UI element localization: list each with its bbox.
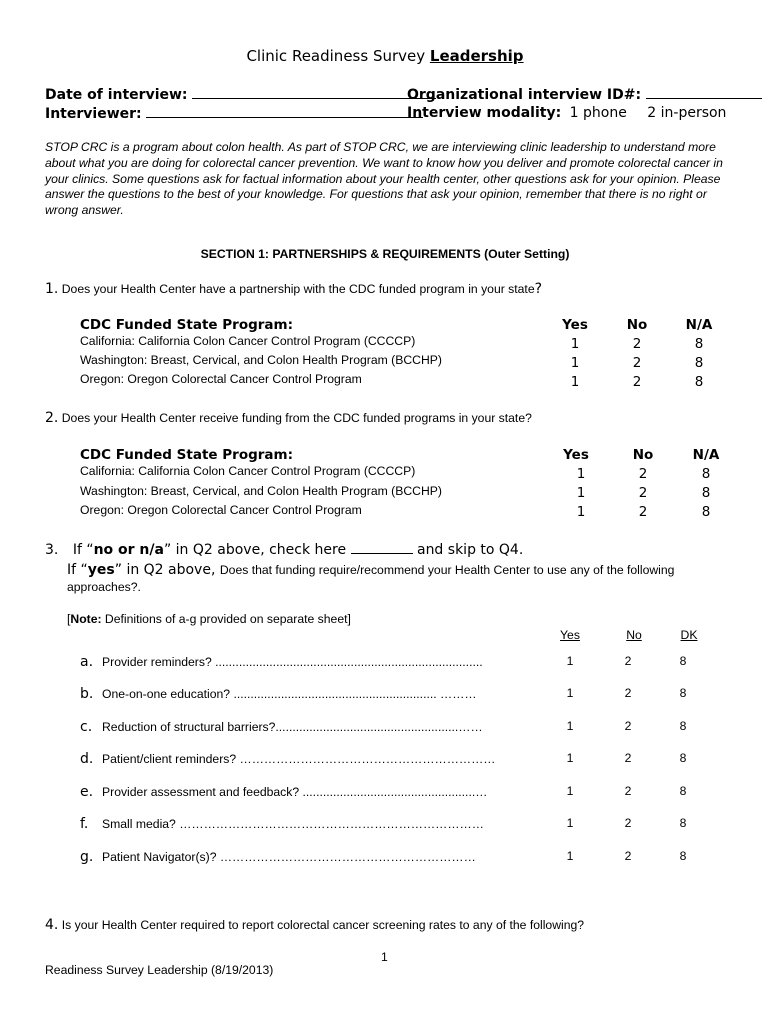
q3-item-e-label: Provider assessment and feedback? ...................................................…	[102, 785, 488, 799]
date-label: Date of interview:	[45, 87, 188, 103]
page-number: 1	[381, 950, 388, 964]
q3-item-g-no[interactable]: 2	[624, 849, 632, 863]
org-id-field[interactable]	[407, 86, 762, 103]
q3-if2-a: If “	[67, 562, 88, 578]
q3-item-d-no[interactable]: 2	[624, 751, 632, 765]
q2-text: Does your Health Center receive funding from the CDC funded programs in your state?	[58, 411, 532, 425]
q3-item-a-no[interactable]: 2	[624, 654, 632, 668]
q3-item-g-dk[interactable]: 8	[679, 849, 687, 863]
modality-in-person[interactable]: 2 in-person	[647, 105, 727, 121]
q3-note-bold: Note:	[70, 612, 102, 626]
q3-skip: and skip to Q4.	[416, 542, 524, 558]
q3-note-rest: Definitions of a-g provided on separate sheet]	[101, 612, 351, 626]
q3-if-a: If “	[72, 542, 94, 558]
q2-number: 2.	[45, 410, 59, 426]
modality-label: Interview modality:	[407, 105, 562, 121]
q1-oregon-no[interactable]: 2	[632, 374, 642, 390]
question-3-line-1	[45, 541, 523, 558]
q3-item-e-letter: e.	[80, 784, 94, 800]
q3-item-d-dk[interactable]: 8	[679, 751, 687, 765]
q3-item-f-dk[interactable]: 8	[679, 816, 687, 830]
q3-if2-c: ” in Q2 above,	[114, 562, 220, 578]
q3-item-g-letter: g.	[80, 849, 94, 865]
q1-col-na: N/A	[685, 317, 713, 333]
q3-note	[67, 612, 351, 626]
intro-paragraph: STOP CRC is a program about colon health. As part of STOP CRC, we are interviewing clinic leadership to understand more about what you are doing for colorectal cancer prevention. We want to know how you deliver and promote colorectal cancer in your clinics. Some questions ask for factual information about your health center, other questions ask for your opinion. Please answer the questions to the best of your knowledge. For questions that ask your opinion, remember that there is no right or wrong answer.	[45, 140, 723, 218]
question-2	[45, 410, 532, 426]
q3-item-a-label: Provider reminders? ...............................................................................	[102, 655, 483, 669]
q2-oregon-yes[interactable]: 1	[576, 504, 586, 520]
q3-item-a-yes[interactable]: 1	[566, 654, 574, 668]
q3-col-yes: Yes	[560, 628, 580, 642]
q3-item-b	[80, 685, 477, 703]
q3-item-c-letter: c.	[80, 719, 93, 735]
q3-item-g-yes[interactable]: 1	[566, 849, 574, 863]
q3-item-g	[80, 848, 476, 866]
interviewer-field[interactable]	[45, 105, 423, 122]
footer-text: Readiness Survey Leadership (8/19/2013)	[45, 963, 274, 977]
q1-text: Does your Health Center have a partnership with the CDC funded program in your state	[58, 282, 535, 296]
q2-table-title: CDC Funded State Program:	[80, 447, 293, 463]
interviewer-line[interactable]	[146, 105, 423, 118]
q1-qmark: ?	[534, 281, 543, 297]
q3-item-c-dk[interactable]: 8	[679, 719, 687, 733]
q2-row-oregon: Oregon: Oregon Colorectal Cancer Control Program	[80, 503, 362, 517]
question-4	[45, 917, 584, 933]
q1-california-na[interactable]: 8	[694, 336, 704, 352]
q2-washington-yes[interactable]: 1	[576, 485, 586, 501]
q3-item-f	[80, 815, 484, 833]
q3-yes: yes	[87, 562, 115, 578]
q2-california-yes[interactable]: 1	[576, 466, 586, 482]
q3-no-na: no or n/a	[93, 542, 164, 558]
q1-washington-yes[interactable]: 1	[570, 355, 580, 371]
modality-field	[407, 105, 726, 121]
q3-item-e-dk[interactable]: 8	[679, 784, 687, 798]
q1-california-yes[interactable]: 1	[570, 336, 580, 352]
q4-text: Is your Health Center required to report colorectal cancer screening rates to any of the following?	[58, 918, 585, 932]
q3-item-e	[80, 783, 487, 801]
q1-row-california: California: California Colon Cancer Control Program (CCCCP)	[80, 334, 416, 348]
q3-item-d-letter: d.	[80, 751, 94, 767]
q3-approaches: approaches?.	[67, 580, 141, 594]
q3-item-a-letter: a.	[80, 654, 94, 670]
title-prefix: Clinic Readiness Survey	[246, 47, 430, 65]
q3-item-c-label: Reduction of structural barriers?......................................................……	[102, 720, 483, 734]
q3-item-b-dk[interactable]: 8	[679, 686, 687, 700]
title-emphasis: Leadership	[429, 47, 524, 65]
q1-col-no: No	[626, 317, 648, 333]
q3-checkbox-line[interactable]	[351, 541, 413, 554]
q3-if-c: ” in Q2 above, check here	[163, 542, 347, 558]
q1-washington-no[interactable]: 2	[632, 355, 642, 371]
q3-if2-d: Does that funding require/recommend your Health Center to use any of the following	[219, 563, 675, 577]
q3-item-c	[80, 718, 483, 736]
section-1-heading: SECTION 1: PARTNERSHIPS & REQUIREMENTS (Outer Setting)	[200, 247, 570, 261]
q1-california-no[interactable]: 2	[632, 336, 642, 352]
q3-item-f-no[interactable]: 2	[624, 816, 632, 830]
q3-item-d-yes[interactable]: 1	[566, 751, 574, 765]
q3-item-e-yes[interactable]: 1	[566, 784, 574, 798]
q1-washington-na[interactable]: 8	[694, 355, 704, 371]
q2-col-yes: Yes	[563, 447, 589, 463]
q3-item-g-label: Patient Navigator(s)? ………………………………………………………	[102, 850, 476, 864]
q3-item-e-no[interactable]: 2	[624, 784, 632, 798]
question-1	[45, 281, 542, 297]
q2-california-na[interactable]: 8	[701, 466, 711, 482]
q2-oregon-no[interactable]: 2	[638, 504, 648, 520]
modality-phone[interactable]: 1 phone	[569, 105, 627, 121]
q1-table-title: CDC Funded State Program:	[80, 317, 293, 333]
q1-col-yes: Yes	[562, 317, 588, 333]
interviewer-label: Interviewer:	[45, 106, 142, 122]
q3-item-b-label: One-on-one education? ............................................................ ………	[102, 687, 477, 701]
q3-item-d	[80, 750, 495, 768]
org-id-line[interactable]	[646, 86, 762, 99]
q2-row-washington: Washington: Breast, Cervical, and Colon Health Program (BCCHP)	[80, 484, 442, 498]
q3-note-open: [	[67, 612, 71, 626]
q3-col-dk: DK	[680, 628, 698, 642]
q1-row-oregon: Oregon: Oregon Colorectal Cancer Control Program	[80, 372, 362, 386]
q3-item-d-label: Patient/client reminders? ………………………………………………………	[102, 752, 496, 766]
question-3-line-2	[67, 561, 674, 579]
date-field[interactable]	[45, 86, 436, 103]
page-title	[0, 47, 770, 65]
q3-item-b-yes[interactable]: 1	[566, 686, 574, 700]
q3-item-f-yes[interactable]: 1	[566, 816, 574, 830]
q3-item-c-no[interactable]: 2	[624, 719, 632, 733]
q3-number: 3.	[45, 542, 59, 558]
q2-col-no: No	[632, 447, 654, 463]
q3-item-f-letter: f.	[80, 816, 89, 832]
q2-california-no[interactable]: 2	[638, 466, 648, 482]
q3-item-b-letter: b.	[80, 686, 94, 702]
q2-washington-no[interactable]: 2	[638, 485, 648, 501]
q4-number: 4.	[45, 917, 59, 933]
q3-item-a-dk[interactable]: 8	[679, 654, 687, 668]
q3-item-a	[80, 653, 483, 671]
date-line[interactable]	[192, 86, 436, 99]
q1-number: 1.	[45, 281, 59, 297]
q3-item-b-no[interactable]: 2	[624, 686, 632, 700]
q1-row-washington: Washington: Breast, Cervical, and Colon Health Program (BCCHP)	[80, 353, 442, 367]
org-id-label: Organizational interview ID#:	[407, 87, 642, 103]
q2-col-na: N/A	[692, 447, 720, 463]
q2-row-california: California: California Colon Cancer Control Program (CCCCP)	[80, 464, 416, 478]
q1-oregon-yes[interactable]: 1	[570, 374, 580, 390]
q2-washington-na[interactable]: 8	[701, 485, 711, 501]
q3-item-f-label: Small media? …………………………………………………………………	[102, 817, 484, 831]
q2-oregon-na[interactable]: 8	[701, 504, 711, 520]
q3-item-c-yes[interactable]: 1	[566, 719, 574, 733]
q1-oregon-na[interactable]: 8	[694, 374, 704, 390]
q3-col-no: No	[626, 628, 642, 642]
